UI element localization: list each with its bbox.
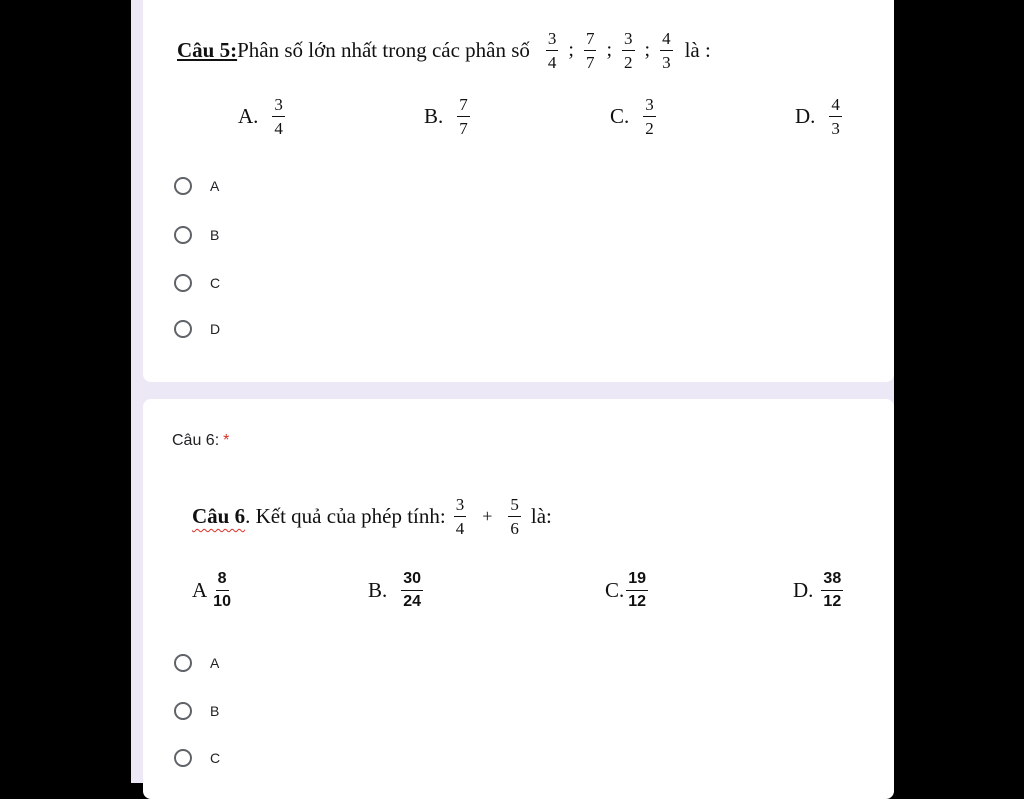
radio-button[interactable]: [174, 702, 192, 720]
q5-answer-b: B. $\frac{7}{7}$: [424, 95, 468, 138]
q5-answer-a: A. $\frac{3}{4}$: [238, 95, 283, 138]
q6-fraction-1: $\frac{3}{4}$: [455, 495, 465, 538]
radio-button[interactable]: [174, 654, 192, 672]
radio-button[interactable]: [174, 749, 192, 767]
q6-fraction-2: $\frac{5}{6}$: [510, 495, 519, 538]
q5-answer-d: D. $\frac{4}{3}$: [795, 95, 840, 138]
q5-separator: ;: [568, 39, 574, 61]
question-6-suffix: là:: [530, 504, 552, 528]
q5-fraction-3: $\frac{3}{2}$: [624, 29, 633, 72]
q5-separator: ;: [606, 39, 613, 61]
q6-option-b[interactable]: B: [174, 702, 219, 720]
q5-fraction-2: $\frac{7}{7}$: [585, 29, 595, 72]
question-5-text: [177, 30, 711, 71]
radio-button[interactable]: [174, 177, 192, 195]
radio-button[interactable]: [174, 320, 192, 338]
q5-option-a[interactable]: A: [174, 177, 219, 195]
q6-answer-a: A $\frac{8}{10}$: [192, 570, 231, 610]
question-6-text: [192, 496, 552, 537]
radio-button[interactable]: [174, 274, 192, 292]
radio-button[interactable]: [174, 226, 192, 244]
plus-sign: +: [482, 506, 493, 526]
question-5-label: Câu 5:: [177, 38, 238, 62]
q6-option-a[interactable]: A: [174, 654, 219, 672]
question-6-card: [143, 399, 894, 799]
q5-option-c[interactable]: C: [174, 274, 220, 292]
q5-answer-c: C. $\frac{3}{2}$: [610, 95, 654, 138]
question-6-label: Câu 6: [192, 504, 246, 528]
q6-option-c[interactable]: C: [174, 749, 220, 767]
q6-answer-b: B. $\frac{30}{24}$: [368, 570, 422, 610]
q6-answer-d: D. $\frac{38}{12}$: [793, 570, 842, 610]
q5-option-b[interactable]: B: [174, 226, 219, 244]
q5-fraction-1: $\frac{3}{4}$: [547, 29, 557, 72]
q5-fraction-4: $\frac{4}{3}$: [662, 29, 671, 72]
question-5-suffix: là :: [684, 38, 711, 62]
required-marker: *: [223, 432, 230, 449]
q5-option-d[interactable]: D: [174, 320, 220, 338]
question-5-statement: Phân số lớn nhất trong các phân số: [237, 38, 530, 62]
question-6-statement: . Kết quả của phép tính:: [245, 504, 446, 528]
q5-separator: ;: [644, 39, 651, 61]
question-6-title: Câu 6: *: [172, 432, 230, 449]
q6-answer-c: C. $\frac{19}{12}$: [605, 570, 647, 610]
